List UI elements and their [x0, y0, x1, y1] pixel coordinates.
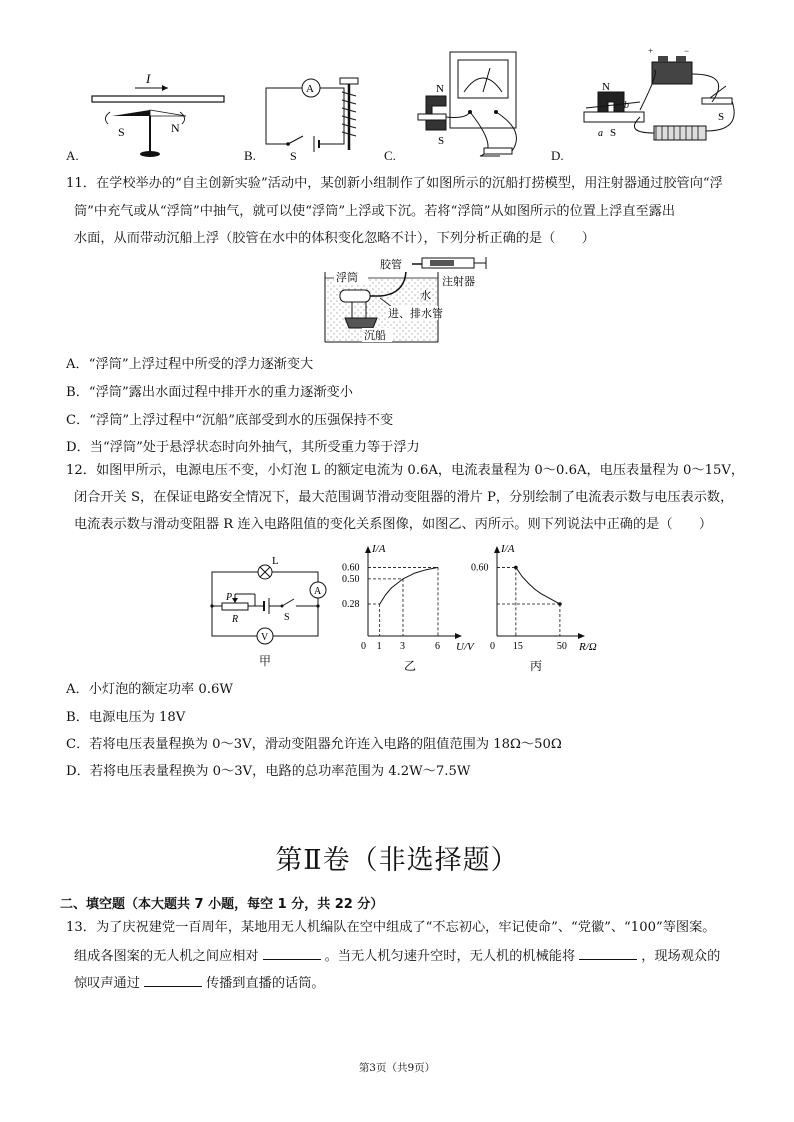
page-footer: 第3页（共9页）	[358, 1062, 436, 1074]
syringe-label: 注射器	[442, 276, 475, 288]
d-switch-label: S	[718, 111, 725, 123]
q13-line-3	[74, 974, 325, 993]
d-minus: −	[684, 46, 690, 56]
q13-blank-2[interactable]	[579, 947, 637, 960]
series-line	[516, 567, 560, 604]
data-point	[558, 602, 562, 606]
lamp-label: L	[272, 555, 279, 567]
q12-stem-1: 12．如图甲所示，电源电压不变，小灯泡 L 的额定电流为 0.6A，电流表量程为 0～0.6A，电压表量程为 0～15V，	[66, 463, 745, 478]
q12-stem-2: 闭合开关 S，在保证电路安全情况下，最大范围调节滑动变阻器的滑片 P，分别绘制了电流表示数与电压表示数，	[74, 490, 734, 505]
north-label: N	[171, 121, 180, 135]
water-label: 水	[420, 290, 431, 302]
y-axis-label: I/A	[501, 543, 515, 555]
q13-blank-3[interactable]	[144, 974, 202, 987]
q12-option-a[interactable]: A．小灯泡的额定功率 0.6W	[66, 682, 233, 697]
caption-jia: 甲	[259, 654, 272, 668]
c-north-label: N	[436, 83, 444, 95]
q13-text-3b: 传播到直播的话筒。	[205, 976, 325, 991]
d-b-label: b	[624, 100, 629, 111]
x-tick-label: 50	[556, 641, 567, 652]
current-label: I	[146, 71, 151, 86]
q11-option-c[interactable]: C．“浮筒”上浮过程中“沉船”底部受到水的压强保持不变	[66, 413, 394, 428]
x-axis-label: R/Ω	[579, 641, 597, 653]
q13-text-2c: ，现场观众的	[641, 949, 721, 964]
q13-line-2	[74, 947, 720, 966]
switch-label: S	[290, 149, 297, 163]
option-a-label: A.	[66, 148, 79, 163]
y-axis-arrow	[494, 546, 500, 553]
slider-label: P	[226, 592, 233, 603]
d-a-label: a	[598, 128, 603, 139]
q13-blank-1[interactable]	[263, 947, 321, 960]
x-tick-label: 3	[400, 641, 405, 652]
y-tick-label: 0.60	[342, 562, 360, 574]
q12-option-b[interactable]: B．电源电压为 18V	[66, 710, 186, 725]
voltmeter-label: V	[261, 632, 269, 643]
south-label: S	[118, 125, 125, 139]
q13-text-3a: 惊叹声通过	[74, 976, 140, 991]
rheostat-label: R	[232, 614, 239, 625]
d-plus: +	[648, 46, 654, 56]
data-point	[514, 566, 518, 570]
x-tick-label: 0	[490, 641, 495, 652]
d-north-label: N	[602, 81, 610, 93]
ammeter-label: A	[306, 83, 314, 95]
y-tick-label: 0.28	[342, 599, 360, 610]
c-south-label: S	[438, 135, 445, 147]
q11-option-b[interactable]: B．“浮筒”露出水面过程中排开水的重力逐渐变小	[66, 385, 353, 400]
ship-label: 沉船	[364, 330, 386, 342]
q12-stem-3: 电流表示数与滑动变阻器 R 连入电路阻值的变化关系图像，如图乙、丙所示。则下列说法中正确的是（ ）	[74, 517, 713, 532]
x-axis-arrow	[578, 633, 585, 639]
pipe-label: 进、排水管	[388, 308, 443, 320]
hose-label: 胶管	[380, 259, 402, 271]
ammeter-label-12: A	[314, 586, 322, 597]
q12-option-c[interactable]: C．若将电压表量程换为 0～3V，滑动变阻器允许连入电路的阻值范围为 18Ω～50Ω	[66, 737, 562, 752]
q11-option-a[interactable]: A．“浮筒”上浮过程中所受的浮力逐渐变大	[66, 357, 314, 372]
q11-stem-3: 水面，从而带动沉船上浮（胶管在水中的体积变化忽略不计），下列分析正确的是（ ）	[74, 231, 595, 246]
chart-caption: 丙	[530, 659, 543, 673]
section2-heading: 二、填空题（本大题共 7 小题，每空 1 分，共 22 分）	[60, 897, 384, 912]
option-b-label: B.	[244, 148, 256, 163]
q13-line-1: 13．为了庆祝建党一百周年，某地用无人机编队在空中组成了“不忘初心，牢记使命”、“党徽”、“100”等图案。	[66, 920, 716, 935]
y-axis-label: I/A	[372, 543, 386, 555]
q11-option-d[interactable]: D．当“浮筒”处于悬浮状态时向外抽气，其所受重力等于浮力	[66, 440, 420, 455]
y-tick-label: 0.50	[342, 573, 360, 585]
switch-label-12: S	[284, 612, 290, 623]
x-tick-label: 0	[361, 641, 366, 652]
q11-stem-1: 11．在学校举办的“自主创新实验”活动中，某创新小组制作了如图所示的沉船打捞模型，用注射器通过胶管向“浮	[66, 176, 723, 191]
option-d-label: D.	[551, 148, 564, 163]
q12-option-d[interactable]: D．若将电压表量程换为 0～3V，电路的总功率范围为 4.2W～7.5W	[66, 764, 471, 779]
q13-text-2a: 组成各图案的无人机之间应相对	[74, 949, 259, 964]
x-tick-label: 15	[512, 641, 523, 652]
chart-caption: 乙	[404, 659, 417, 673]
option-c-label: C.	[384, 148, 396, 163]
x-tick-label: 1	[376, 641, 382, 652]
x-tick-label: 6	[435, 641, 440, 652]
q13-text-2b: 。当无人机匀速升空时，无人机的机械能将	[324, 949, 576, 964]
q11-stem-2: 筒”中充气或从“浮筒”中抽气，就可以使“浮筒”上浮或下沉。若将“浮筒”从如图所示的位置上浮直至露出	[74, 204, 676, 219]
float-label: 浮筒	[336, 272, 358, 284]
x-axis-label: U/V	[456, 641, 474, 653]
y-tick-label: 0.60	[471, 562, 489, 574]
d-south-label: S	[610, 127, 617, 139]
part2-title: 第Ⅱ卷（非选择题）	[275, 845, 519, 876]
